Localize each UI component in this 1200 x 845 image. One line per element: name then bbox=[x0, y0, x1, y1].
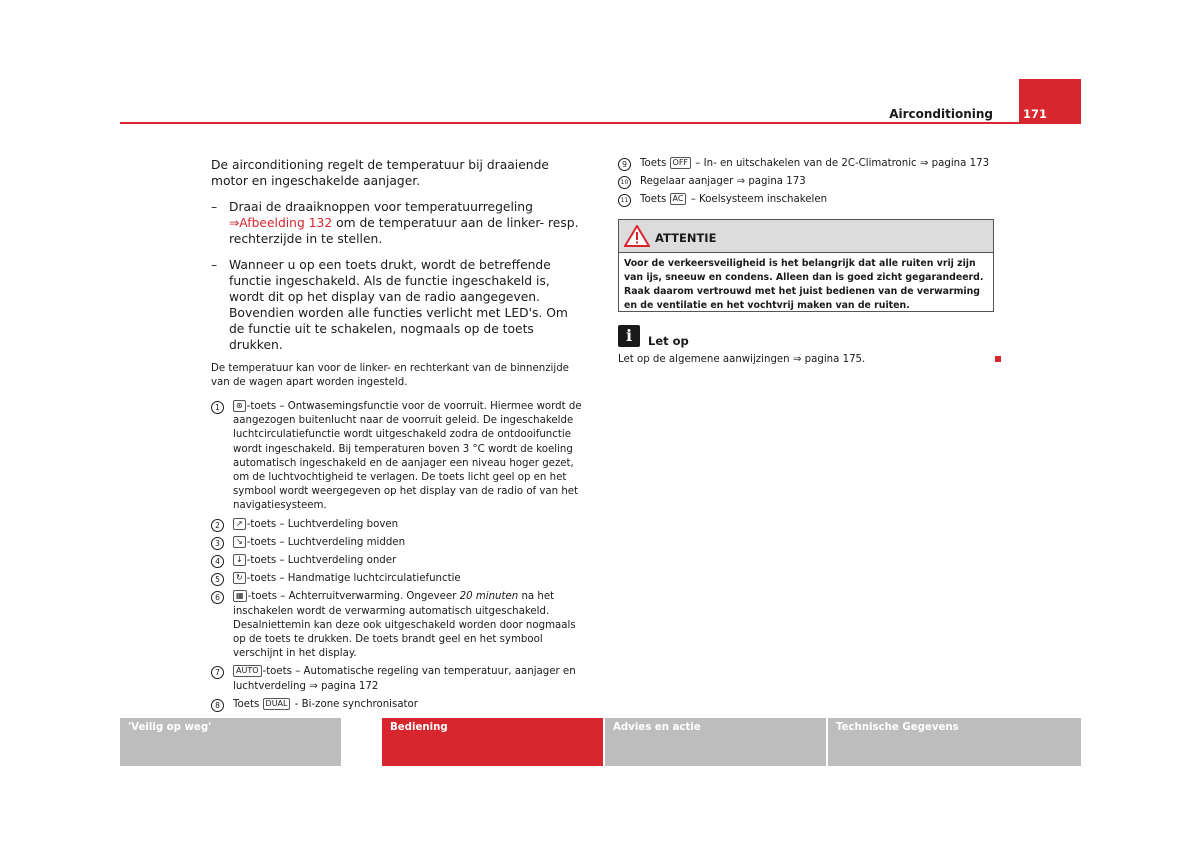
warning-box bbox=[618, 219, 994, 312]
note-title: Let op bbox=[648, 334, 689, 348]
control-list bbox=[211, 400, 586, 712]
list-item: 8 Toets DUAL - Bi-zone synchronisator bbox=[211, 698, 586, 712]
air-down-key-icon: ↓ bbox=[233, 554, 246, 566]
header-rule bbox=[120, 122, 1081, 124]
control-list-continued bbox=[618, 157, 994, 208]
footer-tab-operation[interactable]: Bediening bbox=[382, 718, 603, 766]
list-item: 5 ↻ -toets – Handmatige luchtcirculatiefunctie bbox=[211, 572, 586, 586]
section-end-marker bbox=[995, 356, 1001, 362]
left-column bbox=[211, 157, 586, 716]
footer-tab-technical[interactable]: Technische Gegevens bbox=[828, 718, 1081, 766]
note-header bbox=[618, 325, 918, 349]
warning-title: ATTENTIE bbox=[655, 231, 717, 245]
right-column bbox=[618, 157, 994, 212]
footer-tab-advice[interactable]: Advies en actie bbox=[605, 718, 826, 766]
list-item: 9 Toets OFF – In- en uitschakelen van de 2C-Climatronic ⇒ pagina 173 bbox=[618, 157, 994, 171]
defrost-key-icon: ⊛ bbox=[233, 400, 246, 412]
temperature-paragraph: De temperatuur kan voor de linker- en rechterkant van de binnenzijde van de wagen apart worden ingesteld. bbox=[211, 363, 569, 388]
section-title: Airconditioning bbox=[889, 107, 993, 121]
info-icon: i bbox=[618, 325, 640, 347]
note-text: Let op de algemene aanwijzingen ⇒ pagina 175. bbox=[618, 354, 866, 365]
recirculation-key-icon: ↻ bbox=[233, 572, 246, 584]
list-item: 1 ⊛ -toets – Ontwasemingsfunctie voor de voorruit. Hiermee wordt de aangezogen buitenlucht naar de voorruit geleid. De ingeschakelde luchtcirculatiefunctie wordt uitgeschakeld zodra de ontdooifunctie wordt ingeschakeld. Bij temperaturen boven 3 °C wordt de koeling automatisch ingeschakeld en de aanjager een niveau hoger gezet, om de luchtvochtigheid te verlagen. De toets licht geel op en het symbool wordt weergegeven op het display van de radio of van het navigatiesysteem. bbox=[211, 400, 586, 514]
list-item: 10 Regelaar aanjager ⇒ pagina 173 bbox=[618, 175, 994, 189]
instruction-2: – Wanneer u op een toets drukt, wordt de betreffende functie ingeschakeld. Als de functie ingeschakeld is, wordt dit op het display van de radio aangegeven. Bovendien worden alle functies verlicht met LED's. Om de functie uit te schakelen, nogmaals op de toets drukken. bbox=[211, 258, 568, 352]
instruction-1: – Draai de draaiknoppen voor temperatuurregeling ⇒Afbeelding 132 om de temperatuur aan de linker- resp. rechterzijde in te stellen. bbox=[211, 200, 579, 246]
page-number: 171 bbox=[1019, 79, 1081, 124]
list-item: 11 Toets AC – Koelsysteem inschakelen bbox=[618, 193, 994, 207]
list-item: 4 ↓ -toets – Luchtverdeling onder bbox=[211, 554, 586, 568]
off-key: OFF bbox=[670, 157, 692, 169]
footer-tab-safety[interactable]: 'Veilig op weg' bbox=[120, 718, 341, 766]
intro-text: De airconditioning regelt de temperatuur bij draaiende motor en ingeschakelde aanjager. bbox=[211, 158, 549, 188]
warning-triangle-icon bbox=[624, 225, 650, 247]
warning-text: Voor de verkeersveiligheid is het belangrijk dat alle ruiten vrij zijn van ijs, sneeuw en condens. Alleen dan is goed zicht gegarandeerd. Raak daarom vertrouwd met het juist bedienen van de verwarming en de ventilatie en het vochtvrij maken van de ruiten. bbox=[624, 258, 984, 311]
air-up-key-icon: ↗ bbox=[233, 518, 246, 530]
figure-link[interactable]: ⇒Afbeelding 132 bbox=[229, 216, 333, 230]
warning-header bbox=[619, 220, 993, 253]
dual-key: DUAL bbox=[263, 698, 291, 710]
rear-heating-key-icon: ▦ bbox=[233, 590, 247, 602]
list-item: 6 ▦ -toets – Achterruitverwarming. Ongeveer 20 minuten na het inschakelen wordt de verwarming automatisch uitgeschakeld. Desalniettemin kan deze ook uitgeschakeld worden door nogmaals op de toets te drukken. De toets brandt geel en het symbool verschijnt in het display. bbox=[211, 590, 586, 661]
air-middle-key-icon: ↘ bbox=[233, 536, 246, 548]
list-item: 2 ↗ -toets – Luchtverdeling boven bbox=[211, 518, 586, 532]
auto-key: AUTO bbox=[233, 665, 262, 677]
list-item: 7 AUTO -toets – Automatische regeling van temperatuur, aanjager en luchtverdeling ⇒ pagina 172 bbox=[211, 665, 586, 693]
ac-key: AC bbox=[670, 193, 687, 205]
list-item: 3 ↘ -toets – Luchtverdeling midden bbox=[211, 536, 586, 550]
